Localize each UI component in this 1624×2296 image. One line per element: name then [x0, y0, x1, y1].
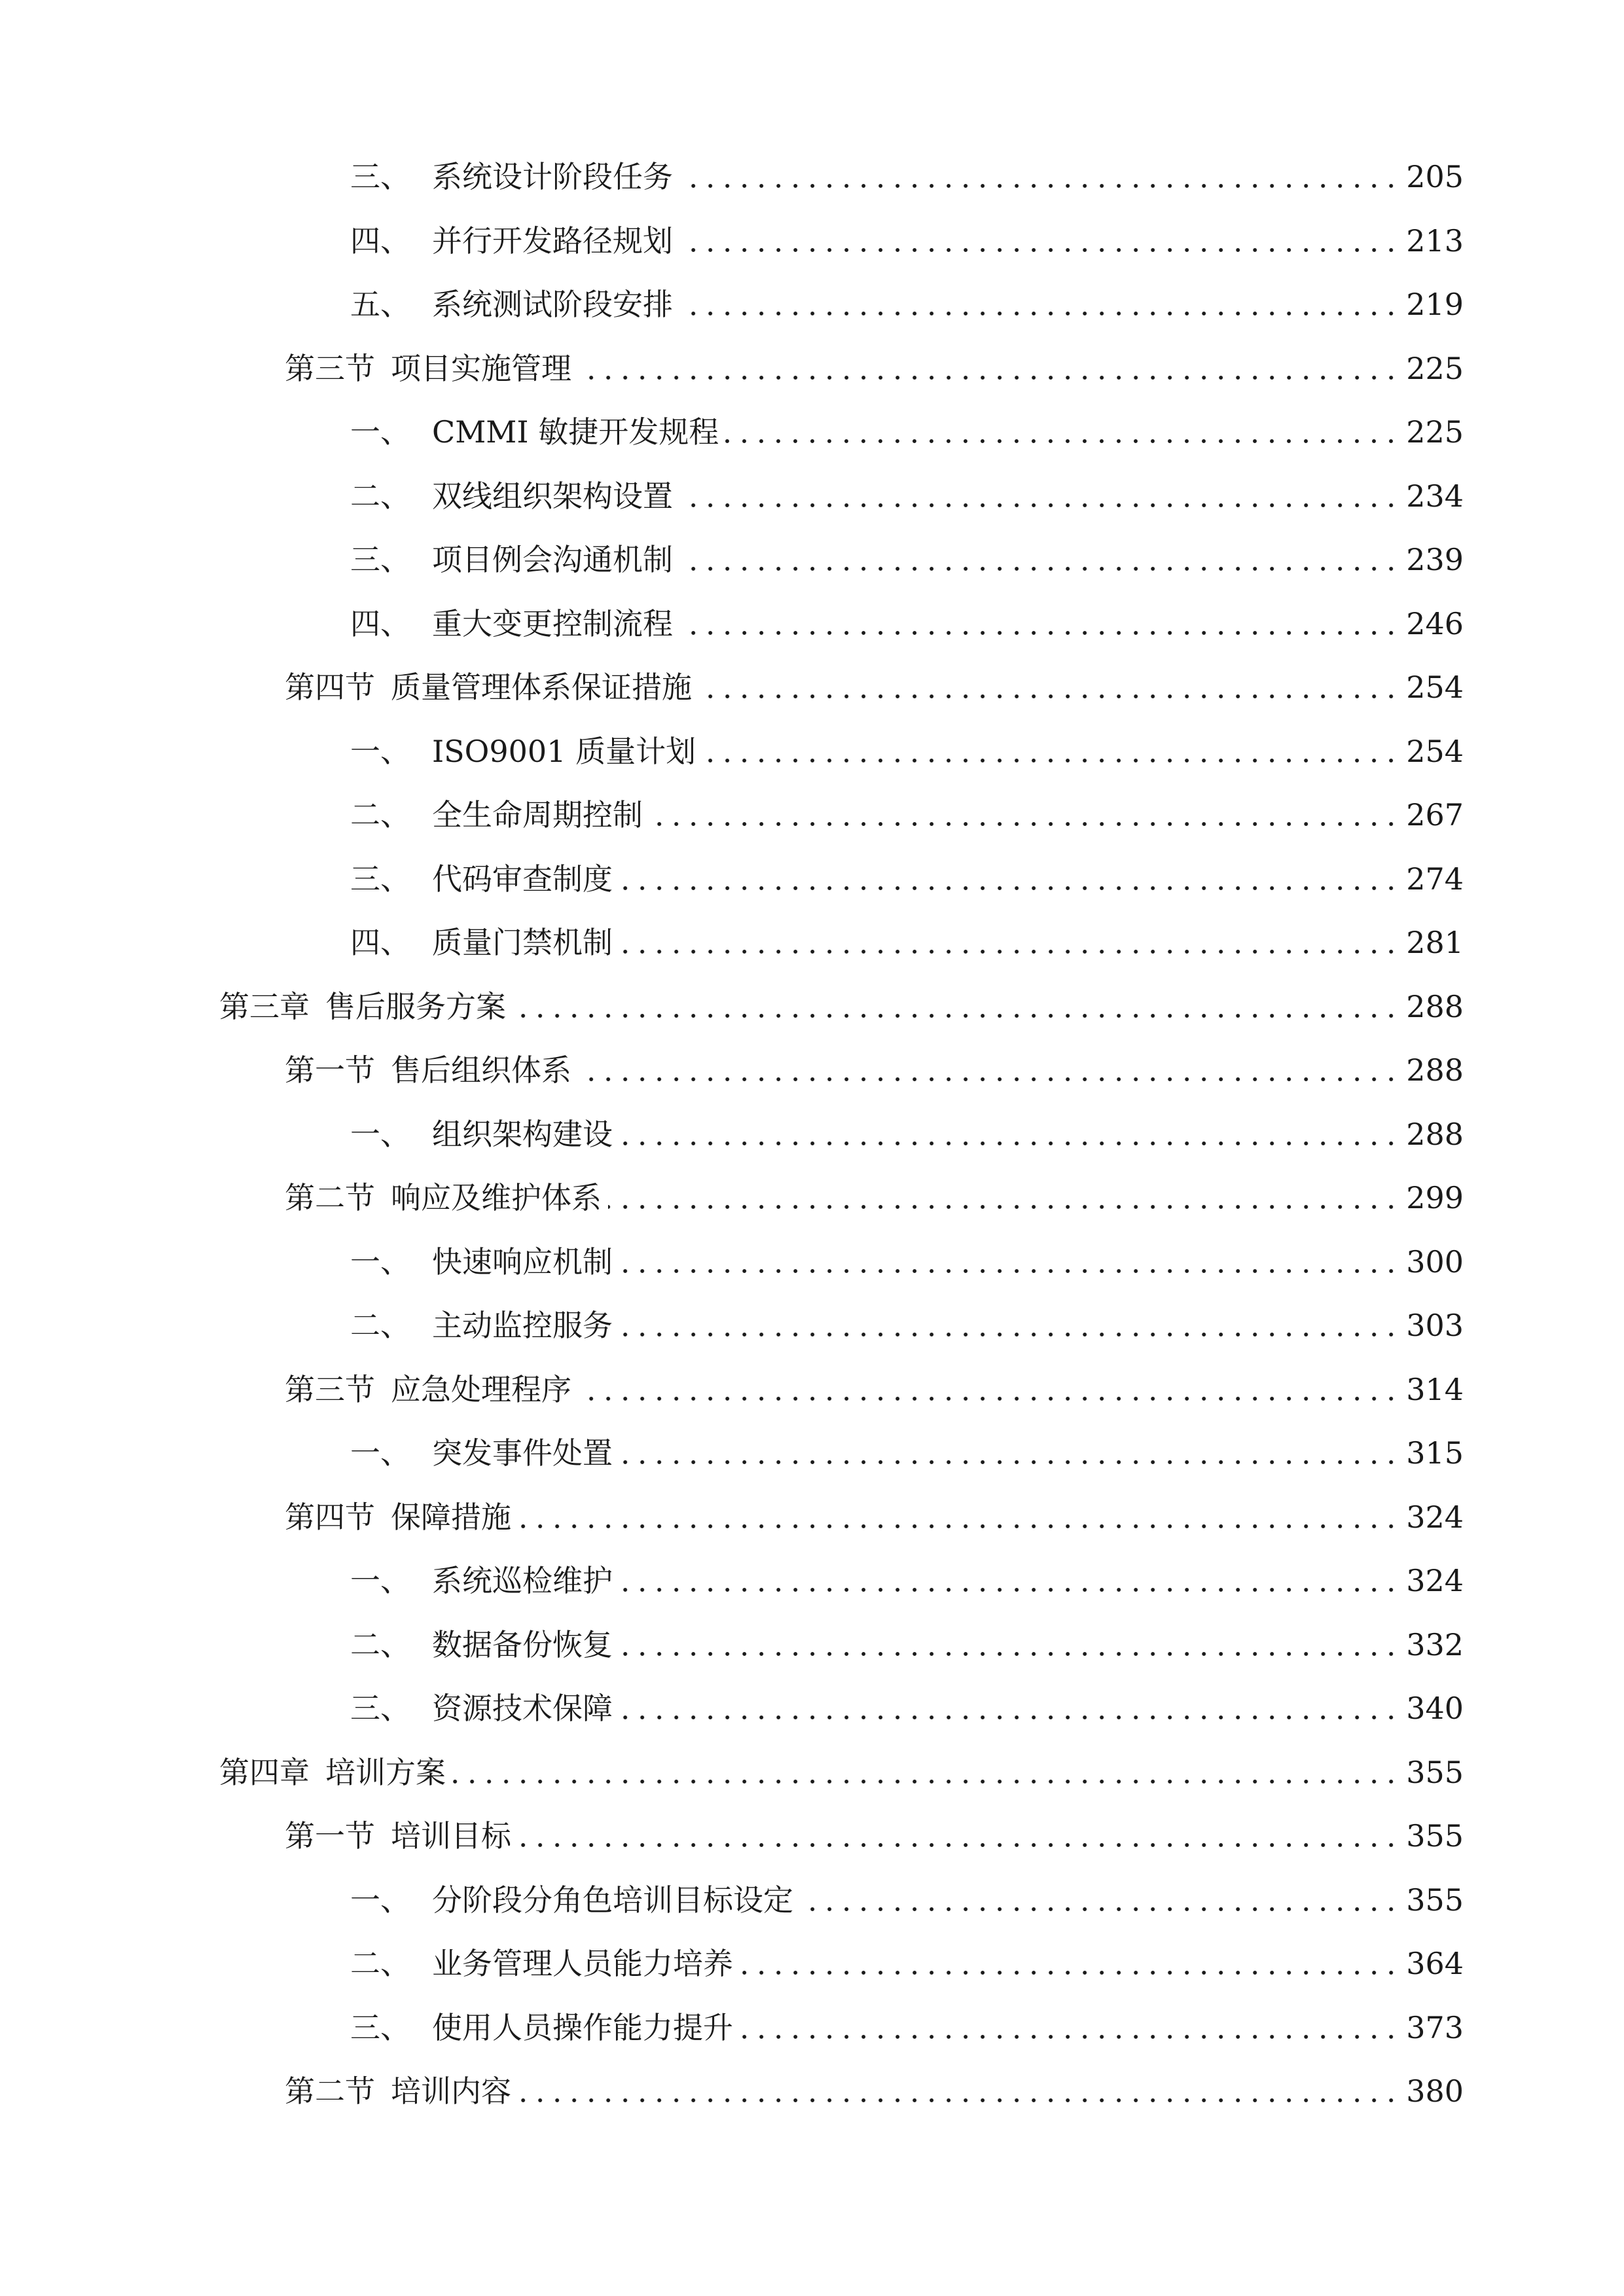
toc-entry-page-number: 380 [1406, 2073, 1464, 2109]
toc-entry[interactable] [0, 975, 1624, 1038]
toc-entry[interactable] [0, 1039, 1624, 1102]
toc-entry-line [285, 656, 1464, 719]
toc-entry-title: 全生命周期控制 [432, 797, 643, 833]
toc-entry[interactable] [0, 1422, 1624, 1484]
toc-entry[interactable] [0, 1677, 1624, 1740]
toc-entry-line [350, 528, 1464, 591]
toc-entry-number: 第三节 [285, 1372, 375, 1407]
toc-entry-title: 质量门禁机制 [432, 925, 613, 960]
toc-entry-page-number: 303 [1406, 1308, 1464, 1343]
toc-dot-leader [578, 375, 1399, 380]
toc-dot-leader [619, 1460, 1399, 1465]
toc-dot-leader [619, 1141, 1399, 1146]
toc-entry-page-number: 355 [1406, 1882, 1464, 1918]
toc-entry-number: 第一节 [285, 1052, 375, 1088]
toc-entry-line [350, 1294, 1464, 1357]
toc-entry-title: 系统测试阶段安排 [432, 287, 673, 322]
toc-entry-line [350, 592, 1464, 655]
toc-entry-title: 主动监控服务 [432, 1308, 613, 1343]
toc-entry-number: 第四节 [285, 1499, 375, 1535]
toc-entry-title: 培训方案 [325, 1755, 446, 1790]
toc-entry-title: 快速响应机制 [432, 1244, 613, 1280]
toc-entry-line [350, 1549, 1464, 1612]
toc-entry-title: 售后服务方案 [325, 989, 506, 1024]
toc-entry-number: 四、 [350, 925, 410, 960]
toc-entry[interactable] [0, 1804, 1624, 1867]
toc-dot-leader [679, 566, 1399, 571]
toc-entry-number: 四、 [350, 606, 410, 641]
toc-entry[interactable] [0, 911, 1624, 974]
toc-entry-line [350, 465, 1464, 528]
toc-entry[interactable] [0, 1869, 1624, 1931]
toc-entry[interactable] [0, 783, 1624, 846]
toc-entry-page-number: 355 [1406, 1755, 1464, 1790]
toc-entry[interactable] [0, 1996, 1624, 2059]
toc-entry-number: 二、 [350, 1308, 410, 1343]
toc-entry-title: 售后组织体系 [391, 1052, 571, 1088]
toc-entry-page-number: 355 [1406, 1818, 1464, 1854]
toc-entry[interactable] [0, 1741, 1624, 1804]
toc-entry-title: 项目例会沟通机制 [432, 542, 673, 577]
toc-entry-title: 系统巡检维护 [432, 1563, 613, 1598]
toc-entry-title: 分阶段分角色培训目标设定 [432, 1882, 793, 1918]
toc-entry-page-number: 288 [1406, 1052, 1464, 1088]
toc-dot-leader [619, 1268, 1399, 1274]
toc-entry-line [350, 911, 1464, 974]
toc-entry-title: 双线组织架构设置 [432, 478, 673, 514]
toc-entry-page-number: 213 [1406, 223, 1464, 259]
toc-entry[interactable] [0, 1230, 1624, 1293]
toc-entry-number: 第二节 [285, 1180, 375, 1215]
toc-entry-number: 第一节 [285, 1818, 375, 1854]
toc-dot-leader [679, 183, 1399, 188]
toc-entry-title: 项目实施管理 [391, 351, 571, 386]
toc-entry-page-number: 340 [1406, 1691, 1464, 1726]
toc-entry-title: 培训目标 [391, 1818, 511, 1854]
toc-entry-number: 三、 [350, 159, 410, 194]
toc-entry-page-number: 234 [1406, 478, 1464, 514]
toc-entry[interactable] [0, 465, 1624, 528]
toc-dot-leader [679, 247, 1399, 253]
toc-entry-page-number: 373 [1406, 2010, 1464, 2045]
toc-entry-number: 第二节 [285, 2073, 375, 2109]
toc-entry-number: 一、 [350, 1563, 410, 1598]
toc-entry-line [350, 273, 1464, 336]
toc-entry-line [285, 2060, 1464, 2123]
toc-entry-number: 第四节 [285, 670, 375, 705]
toc-entry-line [350, 848, 1464, 910]
toc-entry[interactable] [0, 1613, 1624, 1676]
toc-entry-page-number: 364 [1406, 1946, 1464, 1981]
toc-entry-number: 四、 [350, 223, 410, 259]
toc-entry-line [219, 975, 1464, 1038]
toc-dot-leader [518, 2098, 1399, 2103]
toc-entry-line [219, 1741, 1464, 1804]
toc-dot-leader [698, 694, 1399, 699]
toc-dot-leader [518, 1842, 1399, 1848]
toc-entry-number: 三、 [350, 861, 410, 897]
toc-entry[interactable] [0, 1486, 1624, 1549]
toc-entry-number: 第四章 [219, 1755, 310, 1790]
toc-entry[interactable] [0, 848, 1624, 910]
toc-entry-title: CMMI 敏捷开发规程 [432, 414, 719, 450]
toc-entry-title: 突发事件处置 [432, 1435, 613, 1471]
toc-entry-line [350, 1613, 1464, 1676]
toc-dot-leader [679, 311, 1399, 316]
toc-dot-leader [619, 1715, 1399, 1720]
toc-entry-number: 三、 [350, 2010, 410, 2045]
toc-entry[interactable] [0, 145, 1624, 208]
toc-entry-line [350, 783, 1464, 846]
toc-entry-page-number: 300 [1406, 1244, 1464, 1280]
toc-entry-page-number: 246 [1406, 606, 1464, 641]
toc-entry-page-number: 332 [1406, 1627, 1464, 1662]
toc-entry-page-number: 288 [1406, 989, 1464, 1024]
toc-entry-page-number: 219 [1406, 287, 1464, 322]
toc-dot-leader [513, 1013, 1399, 1018]
toc-entry[interactable] [0, 1294, 1624, 1357]
toc-entry-page-number: 324 [1406, 1563, 1464, 1598]
toc-entry-page-number: 288 [1406, 1117, 1464, 1152]
toc-entry-page-number: 254 [1406, 734, 1464, 769]
toc-entry-title: 数据备份恢复 [432, 1627, 613, 1662]
toc-entry[interactable] [0, 1932, 1624, 1995]
toc-entry-title: 重大变更控制流程 [432, 606, 673, 641]
toc-entry-page-number: 205 [1406, 159, 1464, 194]
toc-entry[interactable] [0, 273, 1624, 336]
toc-dot-leader [619, 1587, 1399, 1592]
toc-entry-page-number: 299 [1406, 1180, 1464, 1215]
toc-entry[interactable] [0, 401, 1624, 463]
toc-entry-number: 第三章 [219, 989, 310, 1024]
toc-entry-line [350, 1996, 1464, 2059]
toc-entry-number: 一、 [350, 1882, 410, 1918]
toc-entry-number: 二、 [350, 797, 410, 833]
toc-entry-line [350, 1869, 1464, 1931]
toc-entry-number: 三、 [350, 1691, 410, 1726]
toc-entry-number: 一、 [350, 1244, 410, 1280]
toc-dot-leader [702, 758, 1399, 763]
toc-entry-line [350, 1422, 1464, 1484]
toc-entry-line [350, 1103, 1464, 1166]
toc-dot-leader [679, 503, 1399, 508]
toc-entry-line [350, 720, 1464, 783]
toc-entry-title: 业务管理人员能力培养 [432, 1946, 733, 1981]
toc-dot-leader [578, 1077, 1399, 1082]
toc-entry-page-number: 225 [1406, 414, 1464, 450]
toc-entry-number: 二、 [350, 478, 410, 514]
toc-dot-leader [452, 1779, 1399, 1784]
toc-dot-leader [518, 1524, 1399, 1529]
toc-dot-leader [800, 1907, 1399, 1912]
toc-entry[interactable] [0, 1549, 1624, 1612]
toc-entry-number: 一、 [350, 1117, 410, 1152]
toc-entry-page-number: 281 [1406, 925, 1464, 960]
toc-entry-number: 一、 [350, 734, 410, 769]
toc-entry-title: 质量管理体系保证措施 [391, 670, 692, 705]
toc-entry-title: ISO9001 质量计划 [432, 734, 696, 769]
toc-dot-leader [679, 630, 1399, 636]
toc-entry[interactable] [0, 1166, 1624, 1229]
toc-entry-line [285, 337, 1464, 400]
toc-entry-line [350, 401, 1464, 463]
toc-entry-line [350, 1230, 1464, 1293]
toc-dot-leader [725, 439, 1399, 444]
toc-dot-leader [619, 886, 1399, 891]
toc-entry-number: 二、 [350, 1946, 410, 1981]
toc-entry-line [285, 1804, 1464, 1867]
toc-entry-title: 资源技术保障 [432, 1691, 613, 1726]
toc-entry-title: 响应及维护体系 [391, 1180, 602, 1215]
toc-entry-number: 五、 [350, 287, 410, 322]
toc-entry-page-number: 324 [1406, 1499, 1464, 1535]
toc-entry-line [350, 1677, 1464, 1740]
toc-entry-title: 代码审查制度 [432, 861, 613, 897]
toc-entry-title: 系统设计阶段任务 [432, 159, 673, 194]
toc-entry-number: 二、 [350, 1627, 410, 1662]
toc-entry-title: 培训内容 [391, 2073, 511, 2109]
toc-entry-page-number: 315 [1406, 1435, 1464, 1471]
toc-entry-line [350, 145, 1464, 208]
toc-entry[interactable] [0, 656, 1624, 719]
toc-entry-title: 应急处理程序 [391, 1372, 571, 1407]
toc-entry-line [285, 1486, 1464, 1549]
toc-entry-page-number: 274 [1406, 861, 1464, 897]
toc-dot-leader [608, 1204, 1399, 1210]
toc-dot-leader [578, 1396, 1399, 1401]
toc-entry-page-number: 314 [1406, 1372, 1464, 1407]
toc-entry[interactable] [0, 209, 1624, 272]
toc-entry[interactable] [0, 2060, 1624, 2123]
toc-entry-number: 第三节 [285, 351, 375, 386]
toc-entry-line [285, 1039, 1464, 1102]
toc-entry-number: 一、 [350, 414, 410, 450]
toc-entry[interactable] [0, 1358, 1624, 1421]
toc-entry[interactable] [0, 337, 1624, 400]
toc-entry-line [350, 209, 1464, 272]
toc-entry-title: 并行开发路径规划 [432, 223, 673, 259]
toc-dot-leader [619, 1332, 1399, 1337]
toc-entry-number: 一、 [350, 1435, 410, 1471]
toc-entry-line [350, 1932, 1464, 1995]
toc-entry-page-number: 225 [1406, 351, 1464, 386]
toc-entry[interactable] [0, 720, 1624, 783]
toc-entry-title: 组织架构建设 [432, 1117, 613, 1152]
toc-dot-leader [619, 949, 1399, 954]
toc-entry-line [285, 1166, 1464, 1229]
toc-dot-leader [649, 821, 1399, 827]
toc-entry[interactable] [0, 592, 1624, 655]
toc-entry[interactable] [0, 1103, 1624, 1166]
toc-entry-page-number: 267 [1406, 797, 1464, 833]
toc-entry-title: 保障措施 [391, 1499, 511, 1535]
toc-entry-number: 三、 [350, 542, 410, 577]
toc-dot-leader [740, 2034, 1399, 2039]
toc-entry[interactable] [0, 528, 1624, 591]
toc-entry-page-number: 254 [1406, 670, 1464, 705]
toc-entry-line [285, 1358, 1464, 1421]
toc-entry-title: 使用人员操作能力提升 [432, 2010, 733, 2045]
toc-dot-leader [740, 1970, 1399, 1975]
toc-dot-leader [619, 1651, 1399, 1657]
toc-entry-page-number: 239 [1406, 542, 1464, 577]
